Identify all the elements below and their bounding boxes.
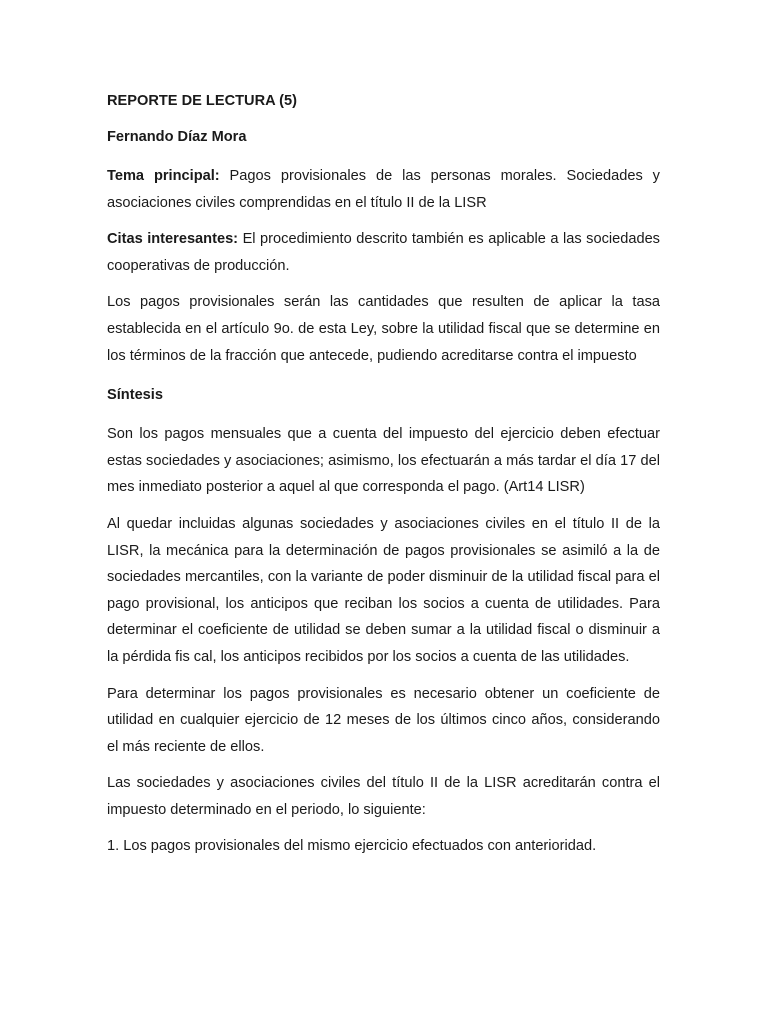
citas-interesantes-paragraph — [107, 226, 660, 279]
citas-interesantes-label: Citas interesantes: — [107, 231, 239, 248]
document-page — [107, 91, 660, 860]
document-author: Fernando Díaz Mora — [107, 129, 247, 145]
citas-interesantes-text: El procedimiento descrito también es aplicable a las sociedades cooperativas de producción. — [107, 231, 660, 274]
tema-principal-text: Pagos provisionales de las personas morales. Sociedades y asociaciones civiles comprendidas en el título II de la LISR — [107, 168, 660, 211]
document-title: REPORTE DE LECTURA (5) — [107, 93, 297, 109]
sintesis-heading: Síntesis — [107, 387, 163, 404]
pagos-provisionales-paragraph: Los pagos provisionales serán las cantidades que resulten de aplicar la tasa establecida en el artículo 9o. de esta Ley, sobre la utilidad fiscal que se determine en los términos de la fracción que antecede, pudiendo acreditarse contra el impuesto — [107, 294, 660, 364]
sintesis-paragraph-3: Para determinar los pagos provisionales es necesario obtener un coeficiente de utilidad en cualquier ejercicio de 12 meses de los últimos cinco años, considerando el más reciente de ellos. — [107, 685, 660, 755]
sintesis-paragraph-4: Las sociedades y asociaciones civiles del título II de la LISR acreditarán contra el impuesto determinado en el periodo, lo siguiente: — [107, 775, 660, 818]
tema-principal-label: Tema principal: — [107, 168, 220, 184]
sintesis-paragraph-1: Son los pagos mensuales que a cuenta del impuesto del ejercicio deben efectuar estas sociedades y asociaciones; asimismo, los efectuarán a más tardar el día 17 del mes inmediato posterior a aquel al que corresponda el pago. (Art14 LISR) — [107, 426, 660, 496]
sintesis-paragraph-2: Al quedar incluidas algunas sociedades y asociaciones civiles en el título II de la LISR, la mecánica para la determinación de pagos provisionales se asimiló a la de sociedades mercantiles, con la variante de poder disminuir de la utilidad fiscal para el pago provisional, los anticipos que reciban los socios a cuenta de utilidades. Para determinar el coeficiente de utilidad se deben sumar a la utilidad fiscal o disminuir a la pérdida fis cal, los anticipos recibidos por los socios a cuenta de las utilidades. — [107, 515, 660, 665]
tema-principal-paragraph — [107, 163, 660, 216]
list-item-1: 1. Los pagos provisionales del mismo ejercicio efectuados con anterioridad. — [107, 838, 597, 855]
